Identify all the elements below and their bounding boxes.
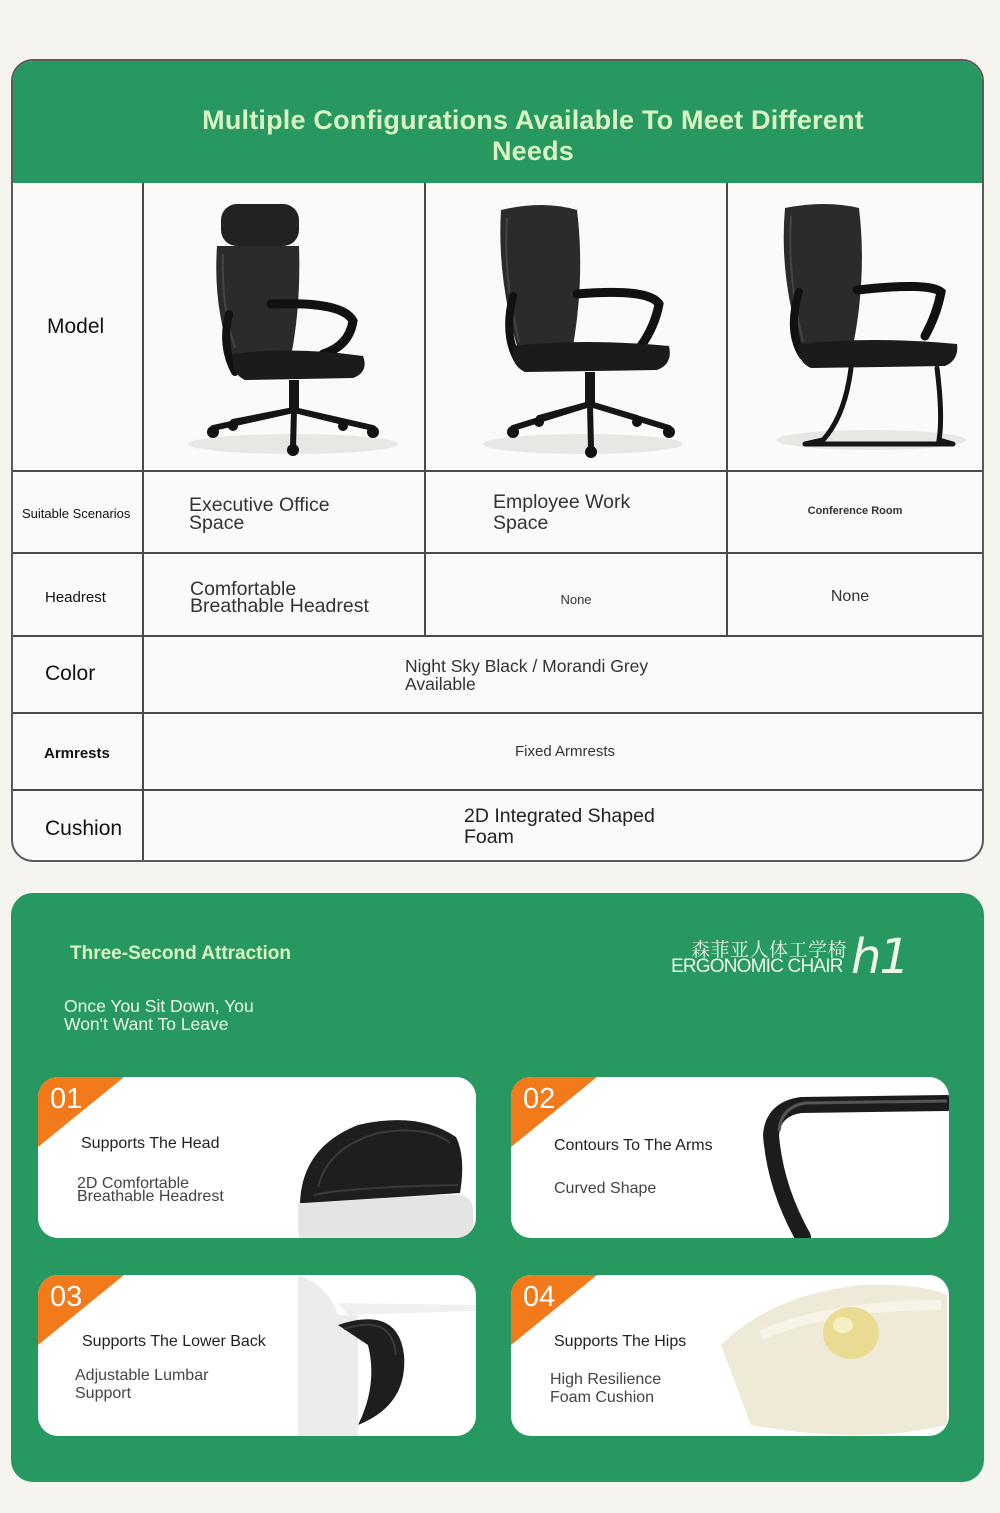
row-divider bbox=[13, 552, 984, 554]
feature-description: Adjustable Lumbar Support bbox=[75, 1367, 209, 1402]
feature-number: 03 bbox=[50, 1281, 83, 1313]
feature-item-lower-back bbox=[38, 1275, 476, 1436]
row-label-scenarios: Suitable Scenarios bbox=[22, 505, 131, 521]
feature-description: Curved Shape bbox=[554, 1180, 657, 1197]
chair-image-conference bbox=[761, 196, 971, 461]
row-divider bbox=[13, 789, 984, 791]
headrest-image bbox=[288, 1117, 476, 1238]
feature-card bbox=[11, 893, 984, 1482]
lumbar-support-image bbox=[288, 1275, 476, 1436]
feature-title: Supports The Head bbox=[81, 1135, 220, 1152]
feature-item-head bbox=[38, 1077, 476, 1238]
feature-number: 04 bbox=[523, 1281, 556, 1313]
scenario-conference: Conference Room bbox=[807, 505, 903, 517]
feature-description: High Resilience Foam Cushion bbox=[550, 1371, 662, 1406]
brand-english-name: ERGONOMIC CHAIR bbox=[671, 956, 843, 977]
feature-title: Contours To The Arms bbox=[554, 1137, 713, 1154]
scenario-executive: Executive Office Space bbox=[189, 494, 330, 534]
row-divider bbox=[13, 470, 984, 472]
col-divider bbox=[424, 183, 426, 636]
feature-description: 2D Comfortable Breathable Headrest bbox=[77, 1175, 224, 1205]
feature-title: Supports The Hips bbox=[554, 1333, 687, 1350]
chair-image-executive bbox=[173, 196, 413, 461]
headrest-employee: None bbox=[560, 591, 592, 607]
armrests-value: Fixed Armrests bbox=[514, 742, 616, 760]
armrest-image bbox=[751, 1087, 949, 1238]
row-label-color: Color bbox=[45, 662, 96, 685]
row-label-armrests: Armrests bbox=[44, 744, 110, 762]
brand-chinese-name: 森菲亚人体工学椅 bbox=[691, 940, 848, 961]
feature-number: 01 bbox=[50, 1083, 83, 1115]
color-options: Night Sky Black / Morandi Grey Available bbox=[405, 656, 649, 694]
spec-header bbox=[13, 61, 982, 183]
row-divider bbox=[13, 712, 984, 714]
headrest-conference: None bbox=[830, 588, 870, 605]
chair-image-employee bbox=[473, 196, 713, 461]
foam-cushion-image bbox=[711, 1275, 949, 1436]
spec-table-card bbox=[11, 59, 984, 862]
row-label-model: Model bbox=[47, 315, 105, 338]
row-label-cushion: Cushion bbox=[45, 817, 123, 840]
feature-subheading: Once You Sit Down, You Won't Want To Leave bbox=[64, 996, 254, 1034]
feature-title: Supports The Lower Back bbox=[82, 1333, 266, 1350]
feature-heading: Three-Second Attraction bbox=[70, 943, 291, 964]
row-label-headrest: Headrest bbox=[45, 588, 106, 606]
spec-title: Multiple Configurations Available To Meet Different Needs bbox=[202, 105, 864, 166]
scenario-employee: Employee Work Space bbox=[493, 491, 631, 534]
feature-number: 02 bbox=[523, 1083, 556, 1115]
feature-item-hips bbox=[511, 1275, 949, 1436]
headrest-executive: Comfortable Breathable Headrest bbox=[190, 578, 369, 617]
cushion-value: 2D Integrated Shaped Foam bbox=[464, 805, 655, 848]
col-divider bbox=[726, 183, 728, 636]
feature-item-arms bbox=[511, 1077, 949, 1238]
brand-model-mark: h1 bbox=[851, 929, 908, 985]
row-divider bbox=[13, 635, 984, 637]
